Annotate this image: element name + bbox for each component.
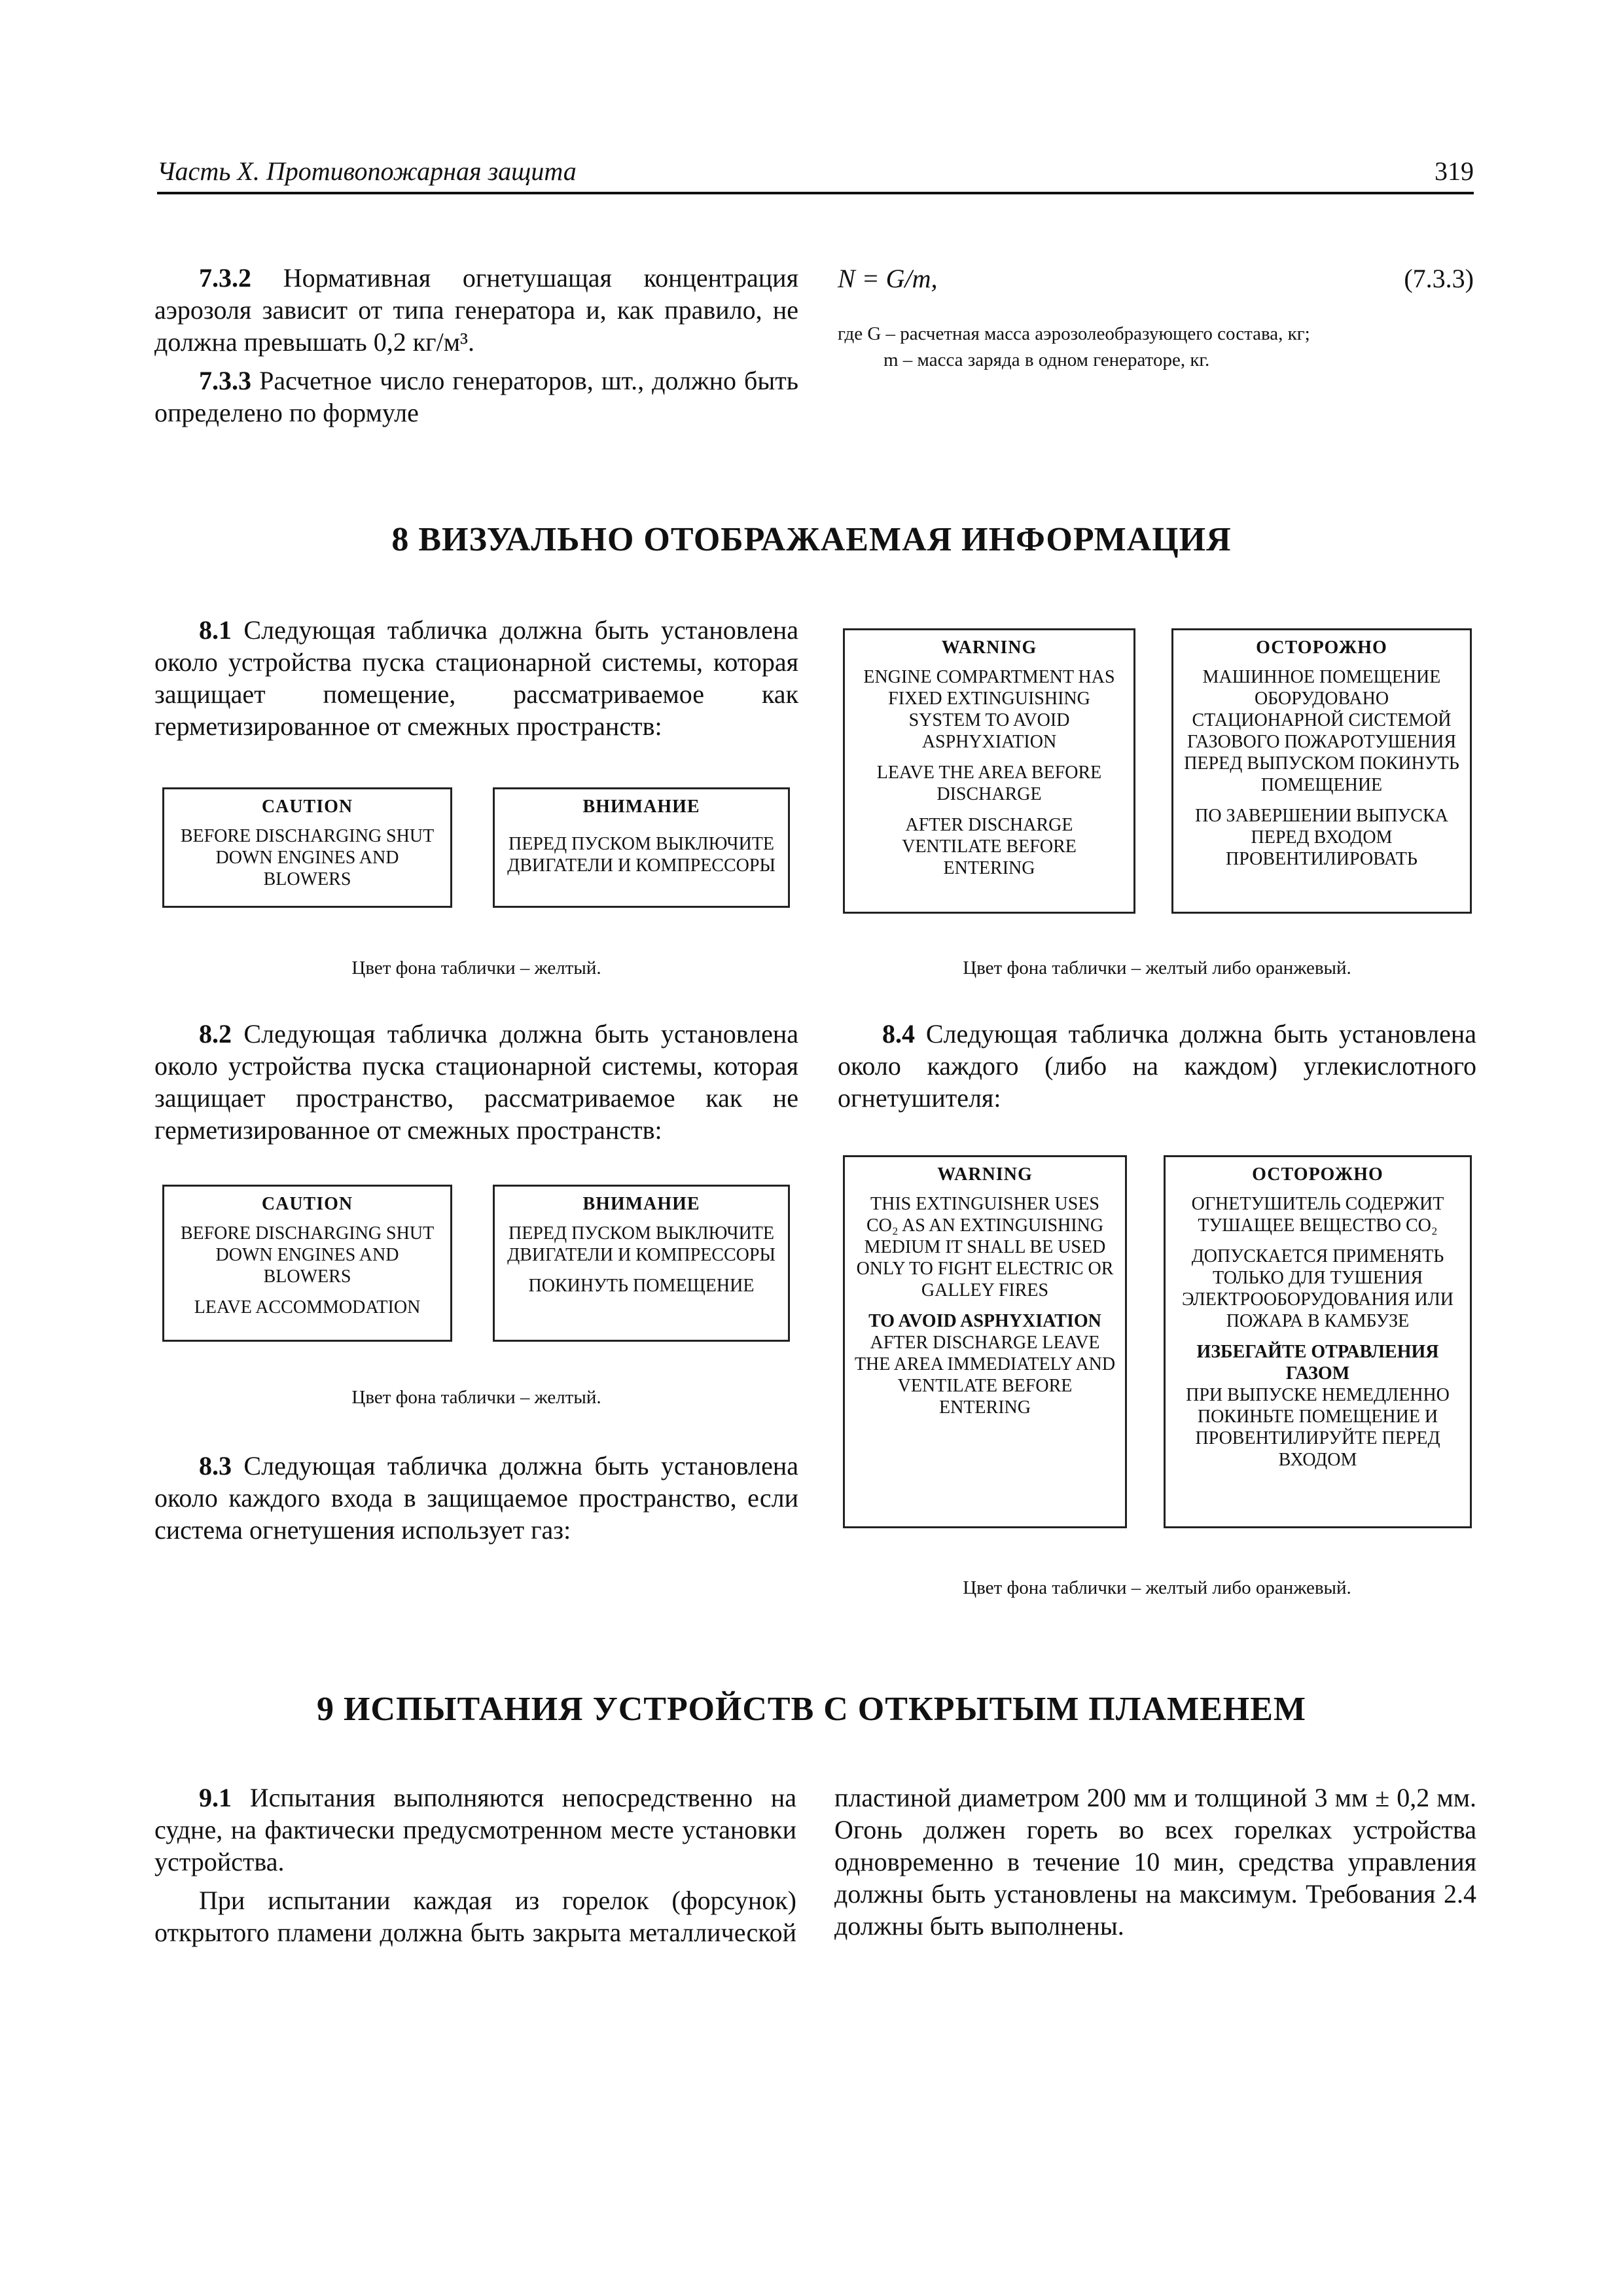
sign-text: ПО ЗАВЕРШЕНИИ ВЫПУСКА ПЕРЕД ВХОДОМ ПРОВЕНТИЛИРОВАТЬ: [1195, 806, 1448, 869]
sign-text: AFTER DISCHARGE VENTILATE BEFORE ENTERING: [902, 815, 1077, 878]
sign-8-3-english: [843, 628, 1135, 914]
paragraph-text: Испытания выполняются непосредственно на судне, на фактически предусмотренном месте установки устройства.: [154, 1783, 796, 1876]
formula-legend: [838, 321, 1476, 373]
sign-text: ПОКИНУТЬ ПОМЕЩЕНИЕ: [528, 1276, 755, 1296]
sign-title: ОСТОРОЖНО: [1252, 1164, 1383, 1185]
section-9-title: 9 ИСПЫТАНИЯ УСТРОЙСТВ С ОТКРЫТЫМ ПЛАМЕНЕМ: [316, 1691, 1307, 1728]
paragraph-number: 8.3: [199, 1451, 232, 1480]
sign-title: ВНИМАНИЕ: [582, 1194, 700, 1214]
caption-8-3: Цвет фона таблички – желтый либо оранжевый.: [963, 958, 1351, 978]
paragraph-7-3-2: [154, 262, 798, 358]
sign-text: ДОПУСКАЕТСЯ ПРИМЕНЯТЬ ТОЛЬКО ДЛЯ ТУШЕНИЯ ЭЛЕКТРООБОРУДОВАНИЯ ИЛИ ПОЖАРА В КАМБУЗЕ: [1182, 1246, 1454, 1331]
sign-text: ПЕРЕД ПУСКОМ ВЫКЛЮЧИТЕ ДВИГАТЕЛИ И КОМПРЕССОРЫ: [507, 834, 776, 876]
running-header: Часть X. Противопожарная защита: [157, 156, 577, 186]
sign-text: LEAVE ACCOMMODATION: [194, 1297, 421, 1318]
sign-8-4-english: [843, 1155, 1127, 1528]
paragraph-text: Следующая табличка должна быть установлена около каждого (либо на каждом) углекислотного огнетушителя:: [838, 1019, 1476, 1113]
sign-text: BEFORE DISCHARGING SHUT DOWN ENGINES AND BLOWERS: [180, 1223, 435, 1287]
paragraph-text: Следующая табличка должна быть установлена около устройства пуска стационарной системы, которая защищает пространство, рассматриваемое как не герметизированное от смежных пространств:: [154, 1019, 798, 1145]
sign-text: BEFORE DISCHARGING SHUT DOWN ENGINES AND BLOWERS: [180, 826, 435, 889]
sign-text-bold: ИЗБЕГАЙТЕ ОТРАВЛЕНИЯ ГАЗОМ: [1196, 1342, 1439, 1384]
sign-8-3-russian: [1171, 628, 1472, 914]
caption-8-4: Цвет фона таблички – желтый либо оранжевый.: [963, 1577, 1351, 1598]
section-8-title: 8 ВИЗУАЛЬНО ОТОБРАЖАЕМАЯ ИНФОРМАЦИЯ: [391, 521, 1232, 558]
paragraph-number: 9.1: [199, 1783, 232, 1812]
sign-title: WARNING: [941, 637, 1037, 658]
paragraph-7-3-3: [154, 365, 798, 429]
legend-line: m – масса заряда в одном генераторе, кг.: [883, 350, 1210, 370]
paragraph-number: 7.3.2: [199, 263, 251, 293]
sign-title: CAUTION: [261, 1194, 353, 1214]
sign-text: LEAVE THE AREA BEFORE DISCHARGE: [876, 762, 1102, 804]
paragraph-8-1: [154, 614, 798, 742]
sign-text: МАШИННОЕ ПОМЕЩЕНИЕ ОБОРУДОВАНО СТАЦИОНАРНОЙ СИСТЕМОЙ ГАЗОВОГО ПОЖАРОТУШЕНИЯ ПЕРЕД ВЫПУСКОМ ПОКИНУТЬ ПОМЕЩЕНИЕ: [1184, 667, 1459, 795]
sign-text: ПЕРЕД ПУСКОМ ВЫКЛЮЧИТЕ ДВИГАТЕЛИ И КОМПРЕССОРЫ: [507, 1223, 776, 1265]
paragraph-9-1: [154, 1782, 796, 1878]
paragraph-text: Расчетное число генераторов, шт., должно быть определено по формуле: [154, 366, 798, 427]
sign-text: ПРИ ВЫПУСКЕ НЕМЕДЛЕННО ПОКИНЬТЕ ПОМЕЩЕНИЕ И ПРОВЕНТИЛИРУЙТЕ ПЕРЕД ВХОДОМ: [1186, 1385, 1450, 1470]
page-number: 319: [1435, 156, 1474, 186]
formula: N = G/m,: [838, 264, 938, 293]
sign-8-1-russian: [493, 787, 790, 908]
caption-8-1: Цвет фона таблички – желтый.: [351, 958, 601, 978]
paragraph-number: 8.1: [199, 615, 232, 645]
sign-text: AFTER DISCHARGE LEAVE THE AREA IMMEDIATELY AND VENTILATE BEFORE ENTERING: [854, 1333, 1116, 1418]
paragraph-text: Следующая табличка должна быть установлена около устройства пуска стационарной системы, которая защищает помещение, рассматриваемое как герметизированное от смежных пространств:: [154, 615, 798, 741]
caption-8-2: Цвет фона таблички – желтый.: [351, 1387, 601, 1408]
paragraph-number: 8.2: [199, 1019, 232, 1049]
paragraph-number: 8.4: [882, 1019, 915, 1049]
paragraph-text: Следующая табличка должна быть установлена около каждого входа в защищаемое пространство, если система огнетушения использует газ:: [154, 1451, 798, 1545]
legend-line: где G – расчетная масса аэрозолеобразующего состава, кг;: [838, 323, 1310, 344]
sign-text: ENGINE COMPARTMENT HAS FIXED EXTINGUISHING SYSTEM TO AVOID ASPHYXIATION: [863, 667, 1115, 752]
paragraph-number: 7.3.3: [199, 366, 251, 395]
sign-8-1-english: [162, 787, 452, 908]
section-7-3-text: [154, 262, 798, 429]
sign-title: CAUTION: [261, 797, 353, 817]
paragraph-8-4: [838, 1018, 1476, 1114]
sign-title: WARNING: [937, 1164, 1033, 1185]
section-9-text: [154, 1782, 1476, 1948]
sign-title: ВНИМАНИЕ: [582, 797, 700, 817]
sign-8-2-english: [162, 1185, 452, 1342]
paragraph-text: Нормативная огнетушащая концентрация аэрозоля зависит от типа генератора и, как правило, не должна превышать 0,2 кг/м³.: [154, 263, 798, 357]
paragraph-8-3: [154, 1450, 798, 1546]
sign-title: ОСТОРОЖНО: [1256, 637, 1387, 658]
paragraph-8-2: [154, 1018, 798, 1146]
sign-text-bold: TO AVOID ASPHYXIATION: [868, 1311, 1101, 1331]
paragraph-9-1-continued: При испытании каждая из горелок (форсунок) открытого пламени должна быть закрыта металлической пластиной диаметром 200 мм и толщиной 3 мм ± 0,2 мм. Огонь должен гореть во всех горелках устройства одновременно в течение 10 мин, средства управления должны быть установлены на максимум. Требования 2.4 должны быть выполнены.: [154, 1783, 1476, 1947]
sign-8-2-russian: [493, 1185, 790, 1342]
sign-text: THIS EXTINGUISHER USES CO₂ AS AN EXTINGUISHING MEDIUM IT SHALL BE USED ONLY TO FIGHT ELECTRIC OR GALLEY FIRES: [856, 1194, 1114, 1300]
sign-8-4-russian: [1164, 1155, 1472, 1528]
sign-text: ОГНЕТУШИТЕЛЬ СОДЕРЖИТ ТУШАЩЕЕ ВЕЩЕСТВО CO₂: [1191, 1194, 1444, 1236]
formula-number: (7.3.3): [1404, 264, 1474, 293]
header-rule: [157, 192, 1474, 194]
